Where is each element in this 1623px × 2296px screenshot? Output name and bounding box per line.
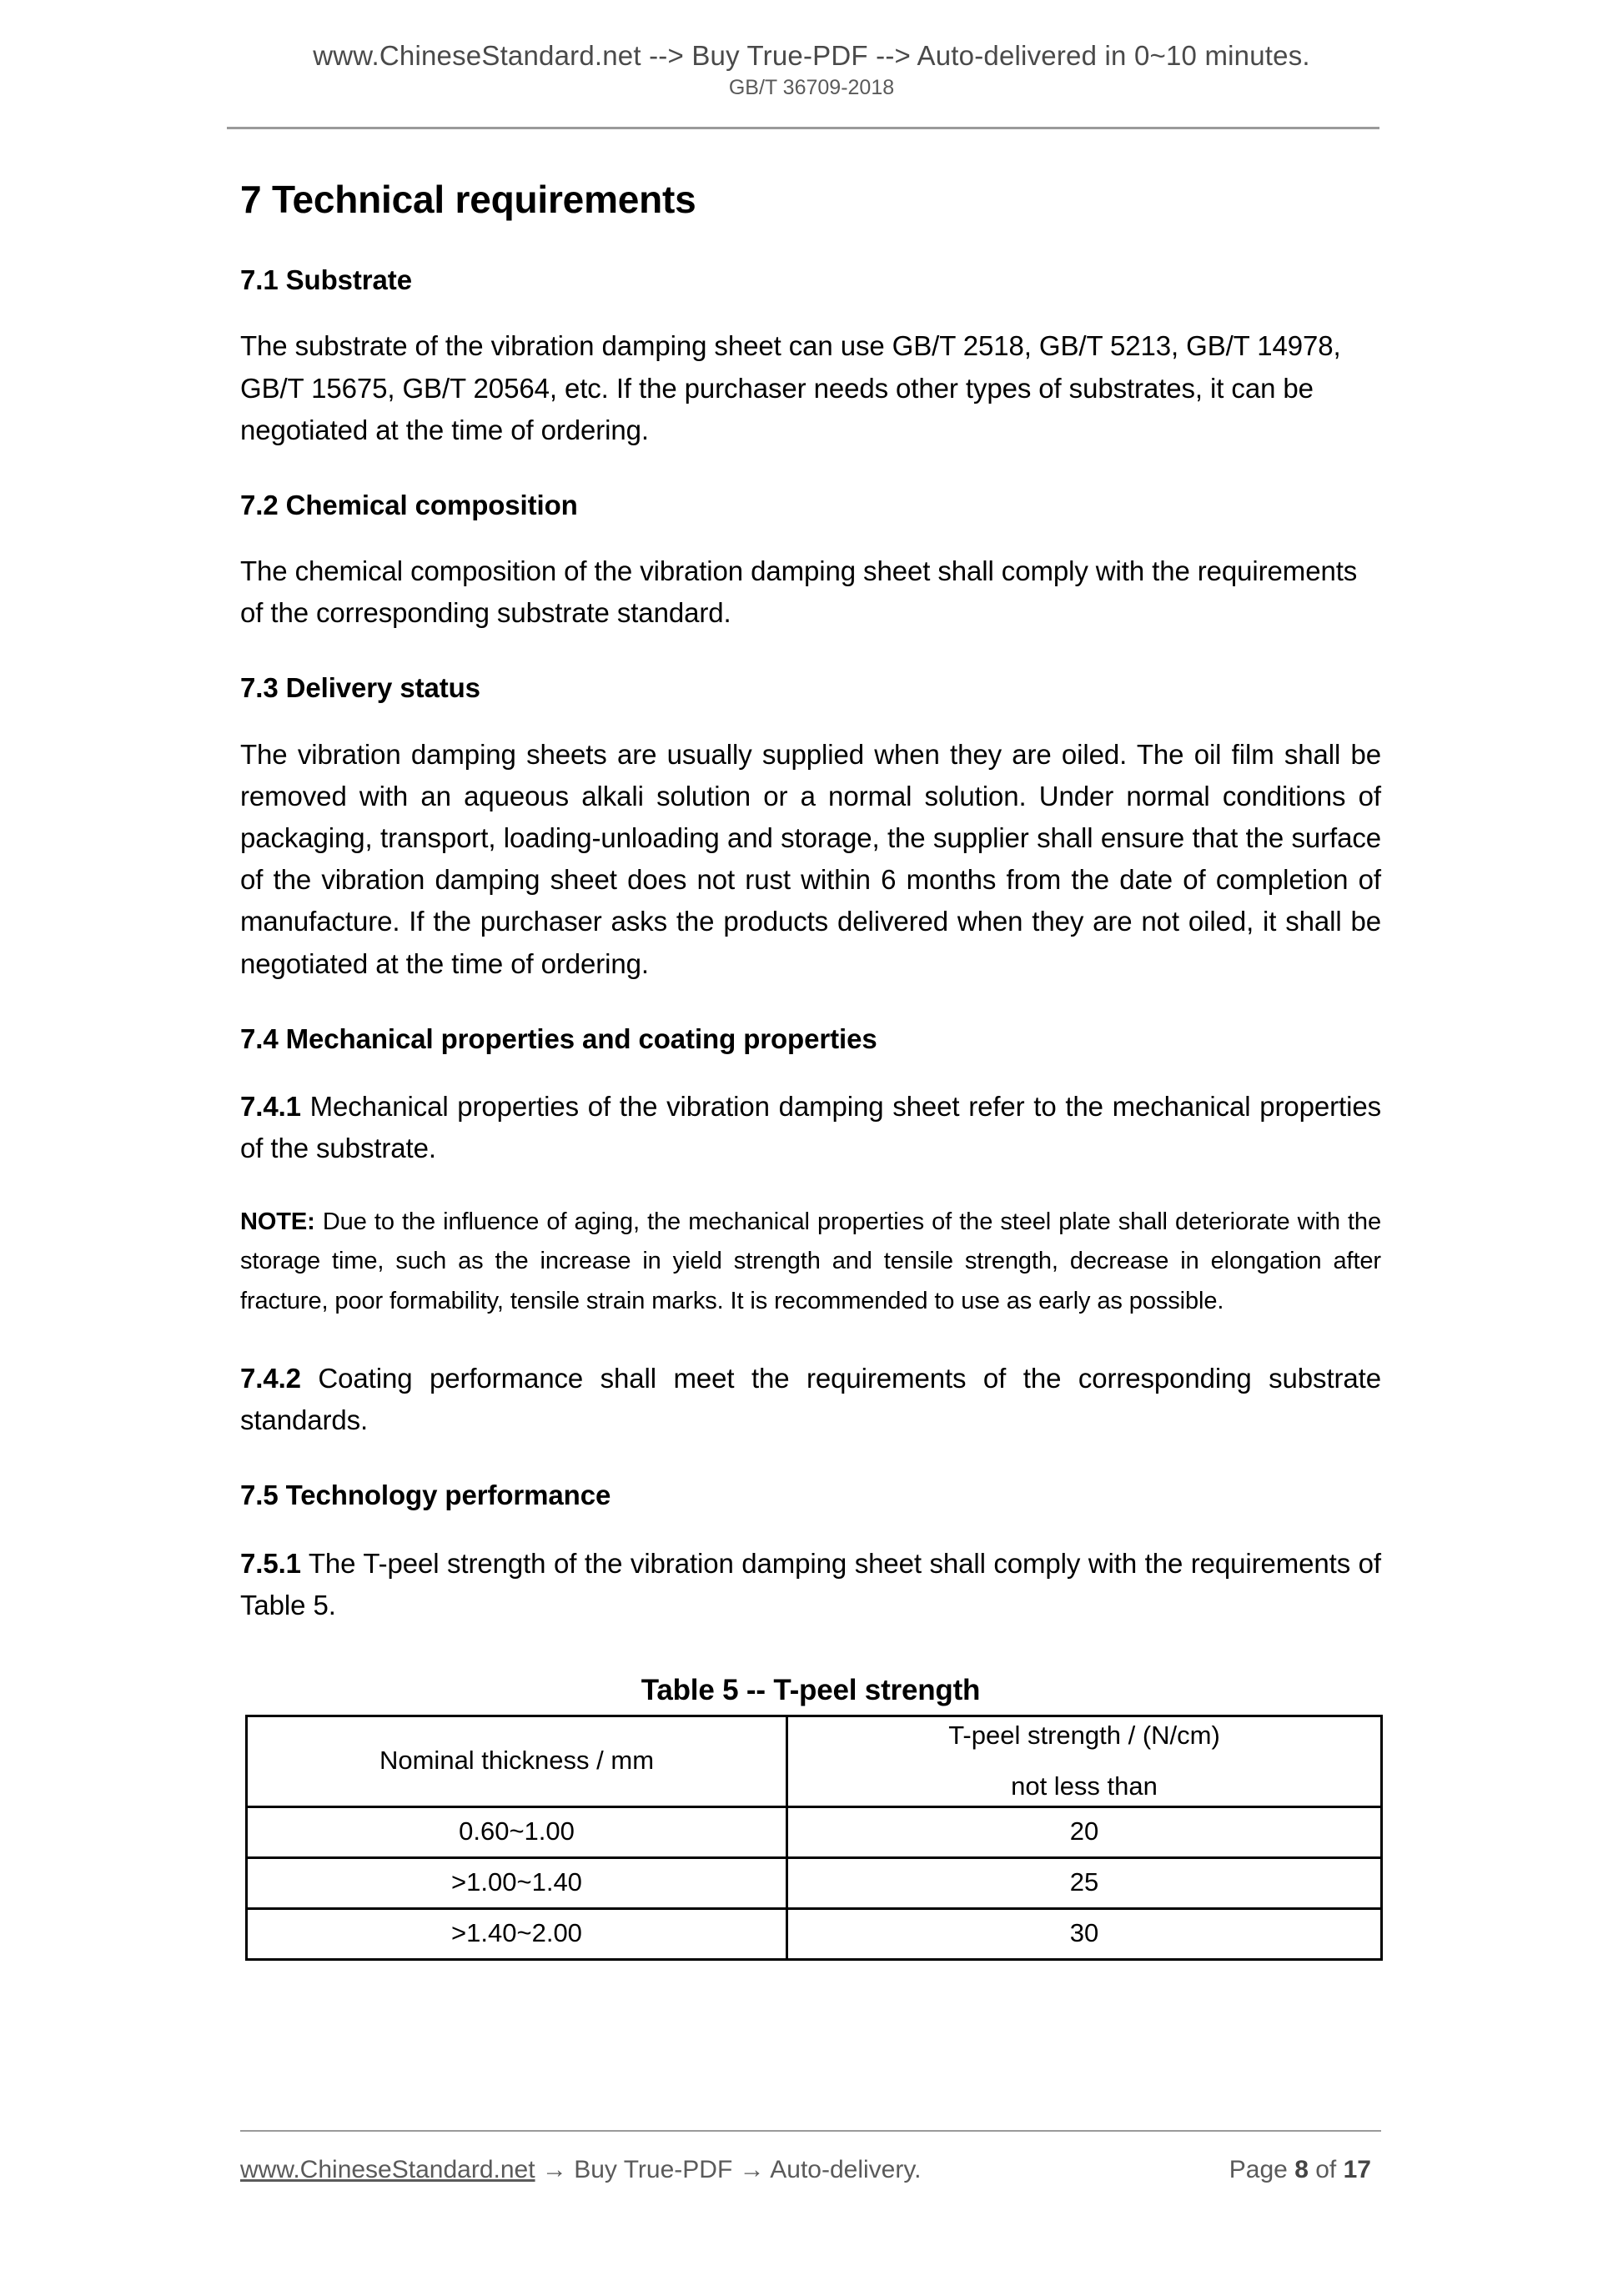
clause-7-5-1-text: The T-peel strength of the vibration damping sheet shall comply with the requirements of Table 5. bbox=[240, 1547, 1381, 1620]
footer-url-link[interactable]: www.ChineseStandard.net bbox=[240, 2156, 535, 2183]
header-standard-number: GB/T 36709-2018 bbox=[728, 75, 895, 99]
heading-7-1: 7.1 Substrate bbox=[240, 264, 412, 296]
page-number: 8 bbox=[1294, 2156, 1309, 2183]
table-cell-thickness: >1.40~2.00 bbox=[247, 1908, 787, 1959]
header-promo-text: www.ChineseStandard.net --> Buy True-PDF --> Auto-delivered in 0~10 minutes. bbox=[313, 40, 1310, 71]
table-header-nominal-thickness: Nominal thickness / mm bbox=[247, 1716, 787, 1806]
clause-7-4-2-number: 7.4.2 bbox=[240, 1363, 301, 1394]
table-header-row bbox=[247, 1716, 1382, 1806]
clause-7-4-2 bbox=[240, 1358, 1381, 1441]
note-7-4-1 bbox=[240, 1203, 1381, 1321]
clause-7-5-1-number: 7.5.1 bbox=[240, 1547, 301, 1579]
footer-promo-tail: → Buy True-PDF → Auto-delivery. bbox=[535, 2156, 922, 2183]
clause-7-4-1-text: Mechanical properties of the vibration damping sheet refer to the mechanical properties of the substrate. bbox=[240, 1090, 1381, 1164]
clause-7-4-1-number: 7.4.1 bbox=[240, 1090, 301, 1122]
page-label: Page bbox=[1229, 2156, 1288, 2183]
header-divider bbox=[227, 127, 1379, 129]
paragraph-7-2: The chemical composition of the vibration damping sheet shall comply with the requirements of the corresponding substrate standard. bbox=[240, 555, 1358, 629]
clause-7-4-2-text: Coating performance shall meet the requirements of the corresponding substrate standards. bbox=[240, 1363, 1381, 1436]
heading-7-5: 7.5 Technology performance bbox=[240, 1480, 611, 1511]
paragraph-7-1: The substrate of the vibration damping sheet can use GB/T 2518, GB/T 5213, GB/T 14978, GB/T 15675, GB/T 20564, etc. If the purchaser needs other types of substrates, it can be negotiated at the time of ordering. bbox=[240, 330, 1341, 445]
heading-7-4: 7.4 Mechanical properties and coating properties bbox=[240, 1022, 877, 1054]
table-cell-strength: 25 bbox=[787, 1857, 1382, 1908]
table-header-t-peel-strength-line1: T-peel strength / (N/cm) bbox=[948, 1720, 1220, 1750]
page-number-group bbox=[1229, 2153, 1371, 2186]
clause-7-4-1 bbox=[240, 1086, 1381, 1169]
table-row bbox=[247, 1806, 1382, 1857]
total-pages: 17 bbox=[1343, 2156, 1371, 2183]
table-cell-thickness: 0.60~1.00 bbox=[247, 1806, 787, 1857]
footer-promo bbox=[240, 2156, 921, 2183]
page-header bbox=[0, 40, 1623, 100]
footer-divider bbox=[240, 2130, 1381, 2132]
document-content bbox=[240, 177, 1381, 1961]
table-cell-strength: 30 bbox=[787, 1908, 1382, 1959]
page-footer bbox=[240, 2153, 1381, 2186]
heading-7-3: 7.3 Delivery status bbox=[240, 672, 480, 704]
page-title: 7 Technical requirements bbox=[240, 178, 696, 221]
table-header-t-peel-strength-line2: not less than bbox=[1011, 1771, 1158, 1801]
clause-7-5-1 bbox=[240, 1543, 1381, 1626]
table-5-t-peel-strength bbox=[245, 1715, 1383, 1961]
table-row bbox=[247, 1857, 1382, 1908]
paragraph-7-3: The vibration damping sheets are usually supplied when they are oiled. The oil film shall be removed with an aqueous alkali solution or a normal solution. Under normal conditions of packaging, transport, loading-unloading and storage, the supplier shall ensure that the surface of the vibration damping sheet does not rust within 6 months from the date of completion of manufacture. If the purchaser asks the products delivered when they are not oiled, it shall be negotiated at the time of ordering. bbox=[240, 738, 1381, 979]
note-label: NOTE: bbox=[240, 1208, 315, 1236]
table-row bbox=[247, 1908, 1382, 1959]
note-text: Due to the influence of aging, the mechanical properties of the steel plate shall deteriorate with the storage time, such as the increase in yield strength and tensile strength, decrease in elongation after fracture, poor formability, tensile strain marks. It is recommended to use as early as possible. bbox=[240, 1208, 1381, 1314]
table-cell-thickness: >1.00~1.40 bbox=[247, 1857, 787, 1908]
table-5-caption: Table 5 -- T-peel strength bbox=[641, 1673, 981, 1706]
table-cell-strength: 20 bbox=[787, 1806, 1382, 1857]
table-header-t-peel-strength bbox=[787, 1716, 1382, 1806]
of-label: of bbox=[1315, 2156, 1337, 2183]
heading-7-2: 7.2 Chemical composition bbox=[240, 489, 578, 520]
